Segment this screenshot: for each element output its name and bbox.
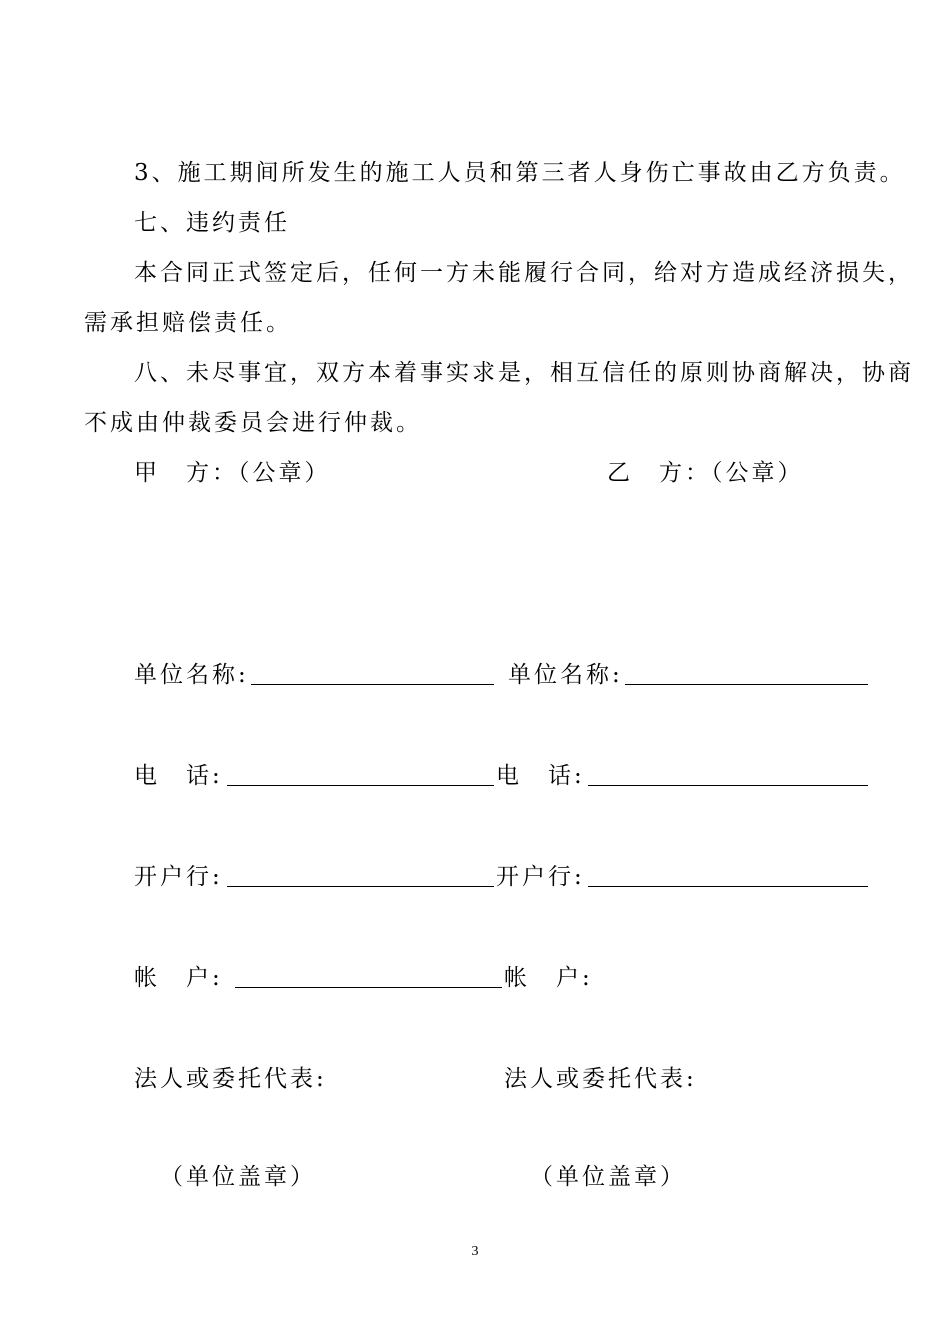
section-7-text-line-1: 本合同正式签定后，任何一方未能履行合同，给对方造成经济损失，: [134, 260, 914, 286]
party-a-unit-name-label: 单位名称:: [134, 662, 249, 688]
party-a-account-blank[interactable]: [235, 987, 502, 988]
party-a-label: 甲 方：（公章）: [134, 460, 331, 486]
section-7-text-line-2: 需承担赔偿责任。: [84, 310, 292, 336]
party-a-bank-label: 开户行:: [134, 864, 223, 890]
party-a-representative-label: 法人或委托代表:: [134, 1066, 327, 1092]
party-a-bank-blank[interactable]: [227, 886, 494, 887]
party-a-account-label: 帐 户:: [134, 965, 223, 991]
party-a-unit-name-blank[interactable]: [251, 684, 494, 685]
page-number: 3: [471, 1244, 479, 1259]
party-b-phone-blank[interactable]: [588, 785, 868, 786]
party-b-label: 乙 方：（公章）: [607, 460, 804, 486]
party-b-unit-name-label: 单位名称:: [508, 662, 623, 688]
section-8-text-line-1: 八、未尽事宜，双方本着事实求是，相互信任的原则协商解决，协商: [134, 360, 914, 386]
party-b-phone-label: 电 话:: [496, 763, 585, 789]
party-b-unit-name-blank[interactable]: [625, 684, 868, 685]
section-8-text-line-2: 不成由仲裁委员会进行仲裁。: [84, 410, 422, 436]
party-a-phone-blank[interactable]: [227, 785, 494, 786]
party-a-seal-label: （单位盖章）: [160, 1164, 316, 1190]
party-b-bank-label: 开户行:: [496, 864, 585, 890]
party-b-representative-label: 法人或委托代表:: [504, 1066, 697, 1092]
section-7-title: 七、违约责任: [134, 210, 290, 236]
party-a-phone-label: 电 话:: [134, 763, 223, 789]
clause-item-3: 3、施工期间所发生的施工人员和第三者人身伤亡事故由乙方负责。: [134, 160, 906, 186]
party-b-bank-blank[interactable]: [588, 886, 868, 887]
party-b-account-label: 帐 户:: [504, 965, 593, 991]
party-b-seal-label: （单位盖章）: [530, 1164, 686, 1190]
